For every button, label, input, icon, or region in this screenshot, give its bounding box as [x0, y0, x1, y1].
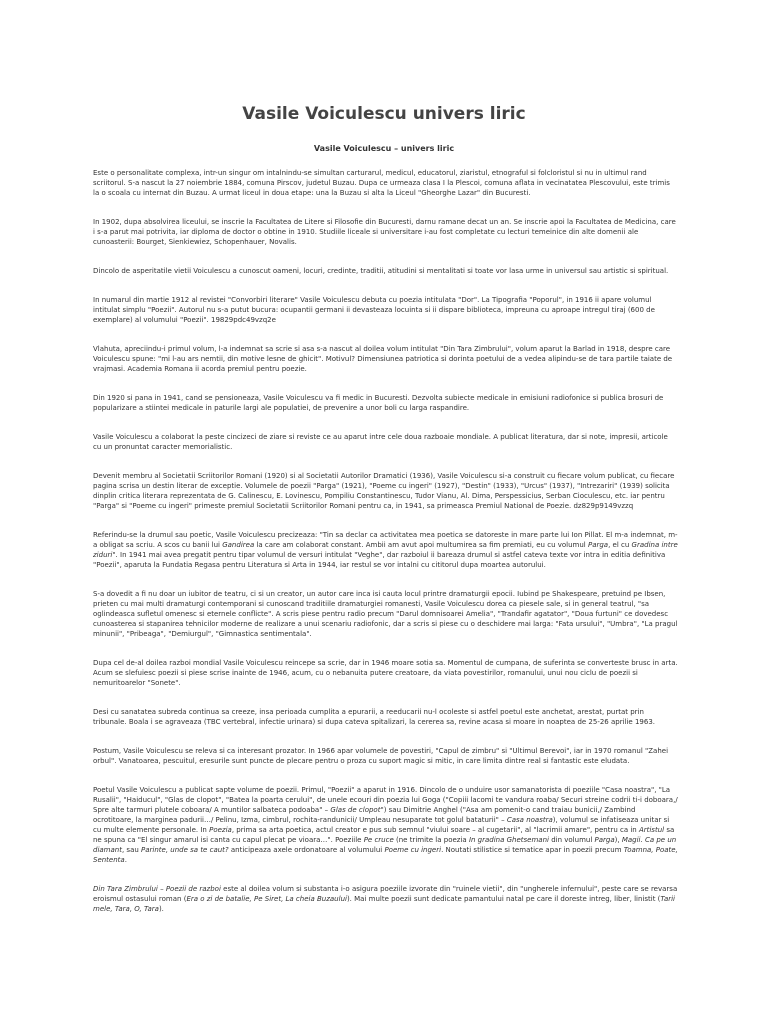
paragraph-societies: Devenit membru al Societatii Scriitorilor Romani (1920) si al Societatii Autorilor Dramatici (1936), Vasile Voiculescu si-a construit cu fiecare volum publicat, cu fiecare pagina scrisa un destin literar de exceptie. Volumele de poezii "Parga" (1921), "Poeme cu ingeri" (1927), "Destin" (1933), "Urcus" (1937), "Intrezariri" (1939) solicita dinplin critica literara reprezentata de G. Calinescu, E. Lovinescu, Pompiliu Constantinescu, Tudor Vianu, Al. Dima, Perspessicius, Serban Cioculescu, etc. iar pentru "Parga" si "Poeme cu ingeri" primeste premiul Societatii Scriitorilor Romani pentru ca, in 1941, sa primeasca Premiul National de Poezie. dz829p9149vzzq — [93, 472, 675, 510]
paragraph-prose: Postum, Vasile Voiculescu se releva si ca interesant prozator. In 1966 apar volumele de povestiri, "Capul de zimbru" si "Ultimul Berevoi", iar in 1970 romanul "Zahei orbul". Vanatoarea, pescuitul, eresurile sunt puncte de plecare pentru o proza cu suport magic si mitic, in care limita dintre real si fantastic este eludata. — [93, 747, 669, 765]
italic-title: Tarii mele, Tara, O, Tara — [93, 895, 676, 913]
italic-title: In gradina Ghetsemani — [468, 836, 549, 844]
italic-title: Parga — [587, 541, 609, 549]
italic-title: Din Tara Zimbrului – Poezii de razboi — [93, 885, 221, 893]
text-segment: Referindu-se la drumul sau poetic, Vasile Voiculescu precizeaza: "Tin sa declar ca activitatea mea poetica se datoreste in mare parte lui Ion Pillat. El m-a indemnat, m-a obligat sa scriu. A scos cu banii lui — [93, 531, 678, 549]
text-segment: anticipeaza axele ordonatoare al volumului — [228, 846, 385, 854]
text-segment: din volumul — [548, 836, 595, 844]
article-subtitle: Vasile Voiculescu – univers liric — [313, 144, 455, 153]
paragraph-experience: Dincolo de asperitatile vietii Voiculescu a cunoscut oameni, locuri, credinte, traditii, atitudini si mentalitati si toate vor lasa urme in universul sau artistic si spiritual. — [93, 267, 669, 275]
italic-title: Magii — [621, 836, 641, 844]
text-segment: ). — [158, 905, 164, 913]
italic-title: Toamna, Poate, Sententa — [93, 846, 678, 864]
italic-title: Gandirea — [222, 541, 255, 549]
paragraph-theatre: S-a dovedit a fi nu doar un iubitor de teatru, ci si un creator, un autor care inca isi cauta locul printre dramaturgii epocii. Iubind pe Shakespeare, pretuind pe Ibsen, prieten cu mai multi dramaturgi contemporani si cunoscand traditiile dramaturgiei romanesti, Vasile Voiculescu dorea ca piesele sale, si in general teatrul, "sa oglindeasca sufletul omenesc si eternele conflicte". A scris piese pentru radio precum "Darul domnisoarei Amelia", "Trandafir agatator", "Doua furtuni" ce dovedesc cunoasterea si stapanirea tehnicilor moderne de realizare a unui scenariu radiofonic, dar a scris si piese cu o deschidere mai larga: "Fata ursului", "Umbra", "La pragul minunii", "Pribeaga", "Demiurgul", "Gimnastica sentimentala". — [93, 590, 678, 638]
italic-title: Parinte, unde sa te caut? — [141, 846, 229, 854]
italic-title: Glas de clopot — [330, 806, 381, 814]
paragraph-studies: In 1902, dupa absolvirea liceului, se inscrie la Facultatea de Litere si Filosofie din Bucuresti, darnu ramane decat un an. Se inscrie apoi la Facultatea de Medicina, care i s-a parut mai potrivita, iar diploma de doctor o obtine in 1910. Studiile liceale si universitare i-au fost completate cu lecturi temeinice din alte domenii ale cunoasterii: Bourget, Sienkiewiez, Schopenhauer, Novalis. — [93, 218, 676, 246]
italic-title: Artistul — [638, 826, 665, 834]
italic-title: Parga — [594, 836, 615, 844]
text-segment: (ne trimite la poezia — [393, 836, 469, 844]
text-segment: sa ne spuna ca "El singur amarul isi canta cu capul plecat pe vioara…". Poeziile — [93, 826, 675, 844]
text-segment: ") sau Dimitrie Anghel ("Asa am pomenit-o cand traiau bunicii,/ Zambind ocrotitoare, la marginea padurii…/ Pelinu, Izma, cimbrul, rochita-randunicii/ Umpleau nesuparate tot golul bataturii" – — [93, 806, 636, 824]
text-segment: , sau — [121, 846, 142, 854]
page-title: Vasile Voiculescu univers liric — [242, 104, 526, 124]
italic-title: Gradina intre ziduri — [93, 541, 678, 559]
text-segment: ). Mai multe poezii sunt dedicate pamantului natal pe care il doreste intreg, liber, linistit ( — [346, 895, 661, 903]
paragraph-poetry-volumes — [93, 785, 678, 865]
text-segment: , prima sa arta poetica, actul creator e pus sub semnul "viului soare – al cugetarii", al "lacrimii amare", pentru ca in — [231, 826, 639, 834]
text-segment: ), — [614, 836, 622, 844]
text-segment: . — [640, 836, 645, 844]
text-segment: . — [124, 856, 127, 864]
paragraph-intro: Este o personalitate complexa, intr-un singur om intalnindu-se simultan carturarul, medicul, educatorul, ziaristul, etnograful si folcloristul si nu in ultimul rand scriitorul. S-a nascut la 27 noiembrie 1884, comuna Pirscov, judetul Buzau. Dupa ce urmeaza clasa I la Plescoi, comuna aflata in vecinatatea Plescovului, este trimis la o scoala cu internat din Buzau. A urmat liceul in doua etape: una la Buzau si alta la Liceul "Gheorghe Lazar" din Bucuresti. — [93, 169, 670, 197]
paragraph-postwar: Dupa cel de-al doilea razboi mondial Vasile Voiculescu reincepe sa scrie, dar in 1946 moare sotia sa. Momentul de cumpana, de suferinta se converteste brusc in arta. Acum se slefuiesc poezii si piese scrise inainte de 1946, acum, cu o nebanuita putere creatoare, da viata povestirilor, romanului, unui nou ciclu de poezii si nemuritoarelor "Sonete". — [93, 659, 678, 687]
italic-title: Casa noastra — [506, 816, 553, 824]
paragraph-second-volume: Vlahuta, apreciindu-i primul volum, l-a indemnat sa scrie si asa s-a nascut al doilea volum intitulat "Din Tara Zimbrului", volum aparut la Barlad in 1918, despre care Voiculescu spune: "mi l-au ars nemtii, din motive lesne de ghicit". Motivul? Dimensiunea patriotica si dorinta poetului de a vedea alipindu-se de tara partile taiate de vrajmasi. Academia Romana ii acorda premiul pentru poezie. — [93, 345, 673, 373]
text-segment: Poetul Vasile Voiculescu a publicat sapte volume de poezii. Primul, "Poezii" a aparut in 1916. Dincolo de o unduire usor samanatorista di poeziile "Casa noastra", "La Rusalii", "Haiducul", "Glas de clopot", "Batea la poarta cerului", de unele ecouri din poezia lui Goga ("Copiii lacomi te vandura roaba/ Securi streine codrii ti-i doboara,/ Spre alte tarmuri plutele coboara/ A muntilor salbateca podoaba" – — [93, 786, 678, 814]
paragraph-arrest: Desi cu sanatatea subreda continua sa creeze, insa perioada cumplita a epurarii, a reeducarii nu-l ocoleste si astfel poetul este anchetat, arestat, purtat prin tribunale. Boala i se agraveaza (TBC vertebral, infectie urinara) si dupa cateva spitalizari, la cererea sa, revine acasa si moare in noaptea de 25-26 aprilie 1963. — [93, 708, 655, 726]
text-segment: , el cu — [608, 541, 632, 549]
paragraph-press: Vasile Voiculescu a colaborat la peste cincizeci de ziare si reviste ce au aparut intre cele doua razboaie mondiale. A publicat literatura, dar si note, impresii, articole cu un pronuntat caracter memorialistic. — [93, 433, 668, 451]
italic-title: Poezia — [209, 826, 232, 834]
italic-title: Poeme cu ingeri — [384, 846, 442, 854]
text-segment: ), volumul se infatiseaza unitar si cu multe elemente personale. In — [93, 816, 670, 834]
text-segment: este al doilea volum si substanta i-o asigura poeziile izvorate din "ruinele vietii", din "ungherele infernului", peste care se revarsa eroismul ostasului roman ( — [93, 885, 678, 903]
text-segment: la care am colaborat constant. Ambii am avut apoi multumirea sa fim premiati, eu cu volumul — [254, 541, 588, 549]
text-segment: ". In 1941 mai avea pregatit pentru tipar volumul de versuri intitulat "Veghe", dar razboiul ii bareaza drumul si astfel cateva texte vor intra in editia definitiva "Poezii", aparuta la Fundatia Regasa pentru Literatura si Arta in 1944, iar restul se vor intalni cu cititorul dupa moartea autorului. — [93, 551, 666, 569]
paragraph-debut: In numarul din martie 1912 al revistei "Convorbiri literare" Vasile Voiculescu debuta cu poezia intitulata "Dor". La Tipografia "Poporul", in 1916 ii apare volumul intitulat simplu "Poezii". Autorul nu s-a putut bucura: ocupantii germani ii devasteaza locuinta si ii dispare biblioteca, impreuna cu aproape intregul tiraj (600 de exemplare) al volumului "Poezii". 19829pdc49vzq2e — [93, 296, 655, 324]
paragraph-poetic-path — [93, 530, 678, 570]
article-body — [93, 168, 678, 914]
paragraph-medic: Din 1920 si pana in 1941, cand se pensioneaza, Vasile Voiculescu va fi medic in Bucuresti. Dezvolta subiecte medicale in emisiuni radiofonice si publica brosuri de popularizare a stiintei medicale in paturile largi ale populatiei, de prevenire a unor boli cu larga raspandire. — [93, 394, 664, 412]
italic-title: Era o zi de batalie, Pe Siret, La cheia Buzaului — [186, 895, 347, 903]
italic-title: Pe cruce — [363, 836, 394, 844]
paragraph-war-poems — [93, 884, 678, 914]
text-segment: . Noutati stilistice si tematice apar in poezii precum — [441, 846, 624, 854]
italic-title: Ca pe un diamant — [93, 836, 677, 854]
